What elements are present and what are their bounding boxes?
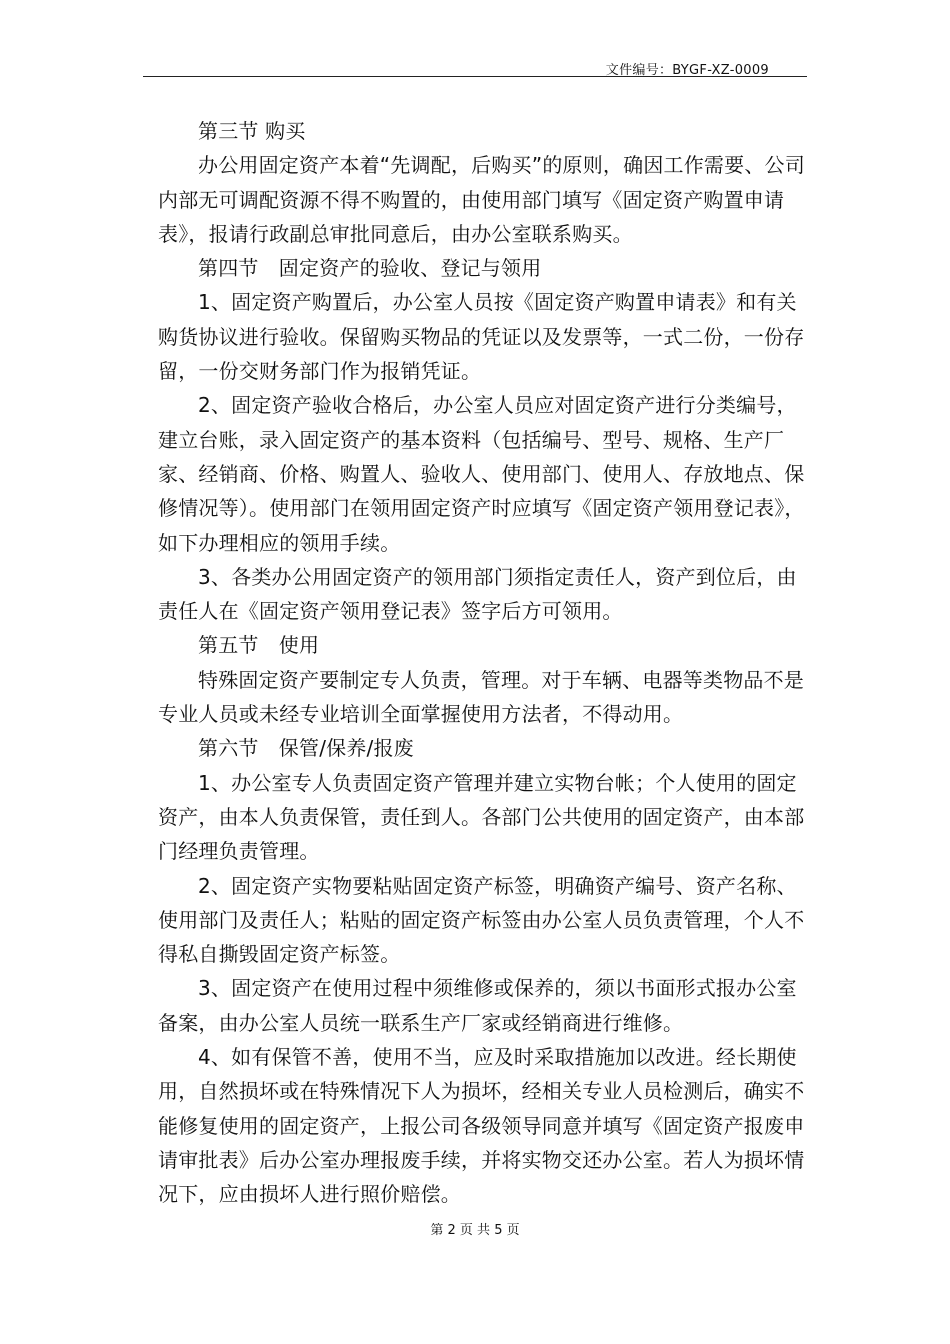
document-body [158, 114, 808, 1212]
paragraph: 3、固定资产在使用过程中须维修或保养的，须以书面形式报办公室备案，由办公室人员统一联系生产厂家或经销商进行维修。 [158, 976, 797, 1035]
page-number: 第 2 页 共 5 页 [430, 1223, 520, 1238]
paragraph: 办公用固定资产本着“先调配，后购买”的原则，确因工作需要、公司内部无可调配资源不得不购置的，由使用部门填写《固定资产购置申请表》，报请行政副总审批同意后，由办公室联系购买。 [158, 153, 805, 246]
paragraph: 特殊固定资产要制定专人负责，管理。对于车辆、电器等类物品不是专业人员或未经专业培训全面掌握使用方法者，不得动用。 [158, 667, 804, 727]
section-heading-purchase: 第三节 购买 [198, 119, 306, 143]
page-header [143, 56, 807, 77]
paragraph: 4、如有保管不善，使用不当，应及时采取措施加以改进。经长期使用，自然损坏或在特殊情况下人为损坏，经相关专业人员检测后，确实不能修复使用的固定资产，上报公司各级领导同意并填写《固定资产报废申请审批表》后办公室办理报废手续，并将实物交还办公室。若人为损坏情况下，应由损坏人进行照价赔偿。 [158, 1045, 805, 1207]
section-heading-acceptance: 第四节 固定资产的验收、登记与领用 [198, 256, 542, 281]
paragraph: 2、固定资产验收合格后，办公室人员应对固定资产进行分类编号，建立台账，录入固定资产的基本资料（包括编号、型号、规格、生产厂家、经销商、价格、购置人、验收人、使用部门、使用人、存放地点、保修情况等）。使用部门在领用固定资产时应填写《固定资产领用登记表》，如下办理相应的领用手续。 [158, 393, 805, 555]
section-heading-usage: 第五节 使用 [198, 633, 320, 658]
paragraph: 3、各类办公用固定资产的领用部门须指定责任人，资产到位后，由责任人在《固定资产领用登记表》签字后方可领用。 [158, 564, 797, 624]
paragraph: 1、固定资产购置后，办公室人员按《固定资产购置申请表》和有关购货协议进行验收。保留购买物品的凭证以及发票等，一式二份，一份存留，一份交财务部门作为报销凭证。 [158, 290, 805, 384]
section-heading-maintenance: 第六节 保管/保养/报废 [198, 736, 414, 761]
paragraph: 1、办公室专人负责固定资产管理并建立实物台帐；个人使用的固定资产，由本人负责保管，责任到人。各部门公共使用的固定资产，由本部门经理负责管理。 [158, 770, 805, 864]
page-footer [0, 1219, 950, 1238]
paragraph: 2、固定资产实物要粘贴固定资产标签，明确资产编号、资产名称、使用部门及责任人；粘贴的固定资产标签由办公室人员负责管理，个人不得私自撕毁固定资产标签。 [158, 873, 805, 967]
document-number: 文件编号：BYGF-XZ-0009 [605, 63, 769, 78]
